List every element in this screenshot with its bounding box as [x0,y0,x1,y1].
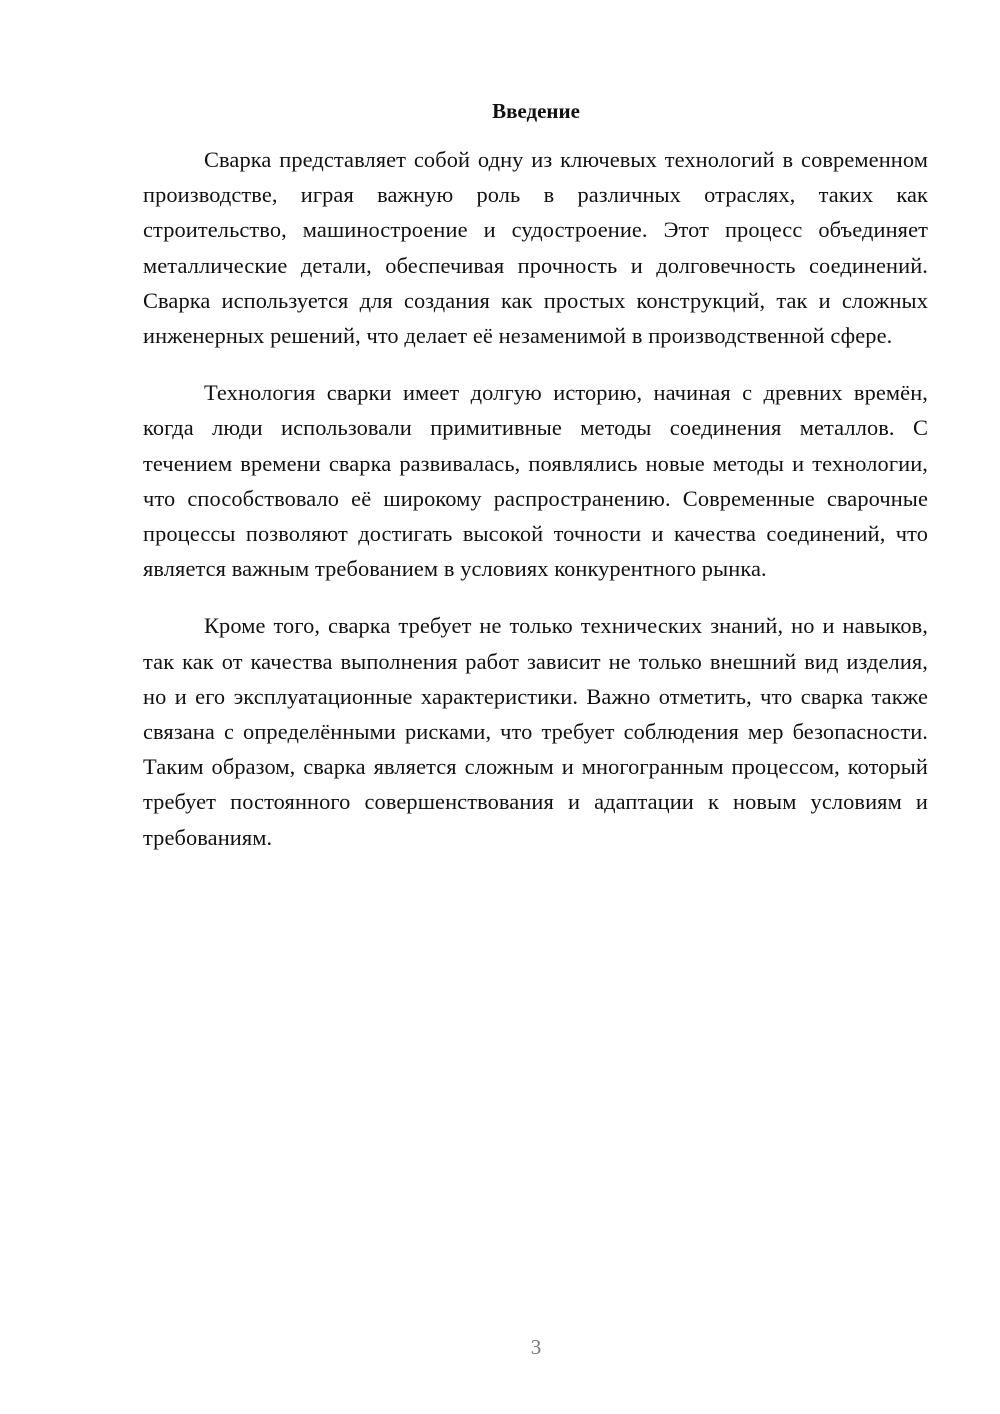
page-title: Введение [492,99,580,123]
paragraph-1: Сварка представляет собой одну из ключевых технологий в современном производстве, играя важную роль в различных отраслях, таких как строительство, машиностроение и судостроение. Этот процесс объединяет металлические детали, обеспечивая прочность и долговечность соединений. Сварка используется для создания как простых конструкций, так и сложных инженерных решений, что делает её незаменимой в производственной сфере. [143,147,928,349]
page-number: 3 [530,1335,542,1359]
paragraph-3: Кроме того, сварка требует не только технических знаний, но и навыков, так как от качества выполнения работ зависит не только внешний вид изделия, но и его эксплуатационные характеристики. Важно отметить, что сварка также связана с определёнными рисками, что требует соблюдения мер безопасности. Таким образом, сварка является сложным и многогранным процессом, который требует постоянного совершенствования и адаптации к новым условиям и требованиям. [143,613,928,850]
paragraph-2: Технология сварки имеет долгую историю, начиная с древних времён, когда люди использовали примитивные методы соединения металлов. С течением времени сварка развивалась, появлялись новые методы и технологии, что способствовало её широкому распространению. Современные сварочные процессы позволяют достигать высокой точности и качества соединений, что является важным требованием в условиях конкурентного рынка. [143,380,928,582]
document-body [143,142,928,877]
